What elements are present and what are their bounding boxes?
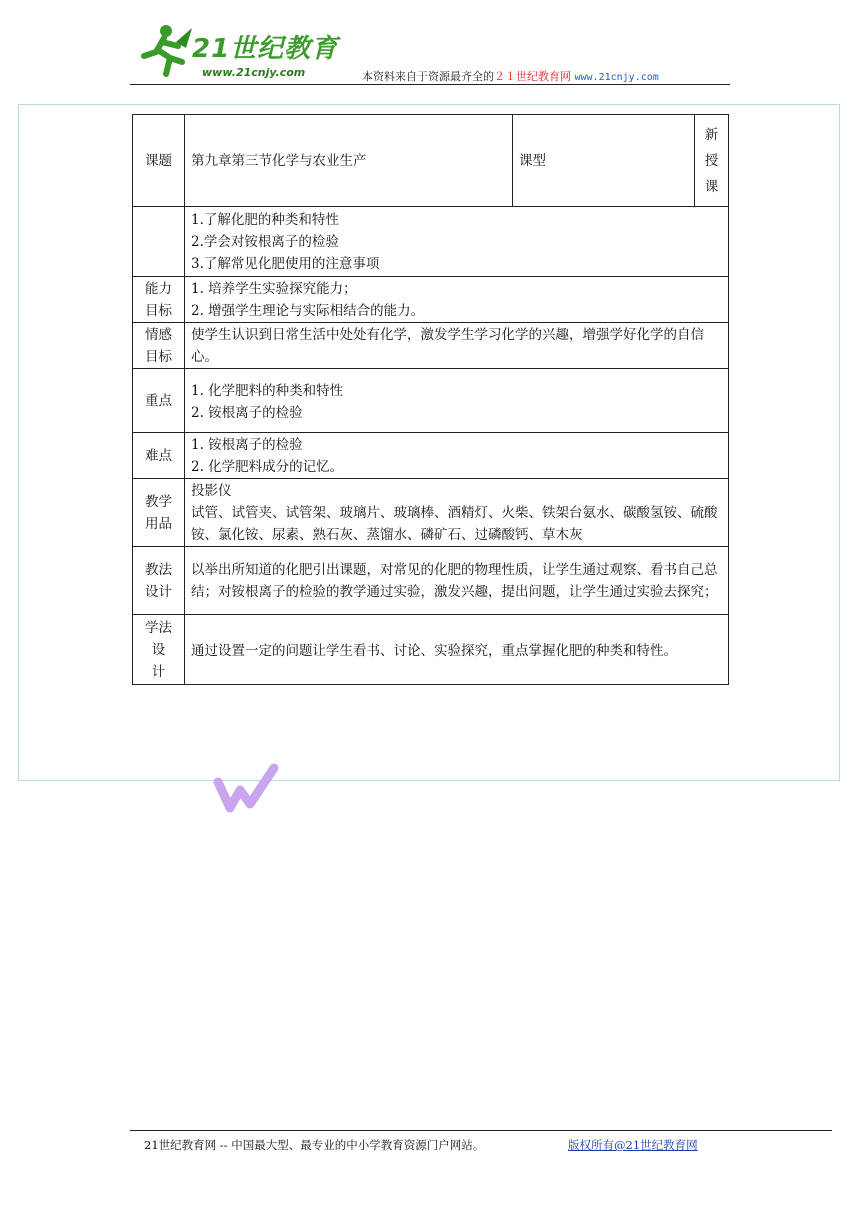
label-line: 用品 bbox=[145, 515, 172, 532]
label-line: 设 bbox=[151, 641, 166, 658]
label-line: 教法 bbox=[145, 561, 172, 578]
cell-materials-label bbox=[133, 479, 185, 547]
list-item: 2.学会对铵根离子的检验 bbox=[191, 233, 339, 250]
cell-type-value bbox=[695, 115, 729, 207]
page-header bbox=[130, 18, 730, 85]
cell-difficulties-label: 难点 bbox=[133, 433, 185, 479]
label-line: 能力 bbox=[145, 280, 172, 297]
table-row-knowledge bbox=[133, 207, 729, 277]
list-item: 2. 化学肥料成分的记忆。 bbox=[191, 458, 344, 475]
header-note-url[interactable]: www.21cnjy.com bbox=[574, 72, 659, 83]
site-logo bbox=[136, 22, 366, 82]
logo-url: www.21cnjy.com bbox=[202, 66, 306, 79]
list-item: 试管、试管夹、试管架、玻璃片、玻璃棒、酒精灯、火柴、铁架台氨水、碳酸氢铵、硫酸铵、氯化铵、尿素、熟石灰、蒸馏水、磷矿石、过磷酸钙、草木灰 bbox=[191, 504, 718, 543]
cell-key-points-label: 重点 bbox=[133, 369, 185, 433]
label-line: 目标 bbox=[145, 302, 172, 319]
list-item: 1. 铵根离子的检验 bbox=[191, 436, 303, 453]
table-row-learning-method bbox=[133, 615, 729, 685]
cell-key-points-content bbox=[185, 369, 729, 433]
cell-learning-method-content: 通过设置一定的问题让学生看书、讨论、实验探究，重点掌握化肥的种类和特性。 bbox=[185, 615, 729, 685]
cell-knowledge-label bbox=[133, 207, 185, 277]
label-line: 设计 bbox=[145, 583, 172, 600]
cell-knowledge-goals bbox=[185, 207, 729, 277]
label-line: 情感 bbox=[145, 326, 172, 343]
list-item: 3.了解常见化肥使用的注意事项 bbox=[191, 255, 380, 272]
type-char: 新 bbox=[704, 126, 719, 143]
page-footer bbox=[130, 1130, 832, 1153]
type-char: 课 bbox=[704, 178, 719, 195]
table-row-key-points bbox=[133, 369, 729, 433]
logo-text: 21世纪教育 bbox=[192, 34, 339, 64]
table-row-ability bbox=[133, 277, 729, 323]
footer-copyright-link[interactable]: 版权所有@21世纪教育网 bbox=[568, 1138, 698, 1152]
watermark bbox=[210, 760, 290, 820]
list-item: 投影仪 bbox=[191, 482, 232, 499]
table-row-materials bbox=[133, 479, 729, 547]
table-row-teaching-method bbox=[133, 547, 729, 615]
footer-text: 21世纪教育网 -- 中国最大型、最专业的中小学教育资源门户网站。 bbox=[144, 1138, 485, 1152]
lesson-plan-table bbox=[132, 114, 729, 685]
cell-difficulties-content bbox=[185, 433, 729, 479]
cell-title-value: 第九章第三节化学与农业生产 bbox=[185, 115, 513, 207]
list-item: 2. 增强学生理论与实际相结合的能力。 bbox=[191, 302, 425, 319]
cell-materials-content bbox=[185, 479, 729, 547]
header-note bbox=[362, 68, 659, 84]
running-figure-icon bbox=[136, 22, 196, 82]
list-item: 2. 铵根离子的检验 bbox=[191, 404, 303, 421]
cell-emotion-content: 使学生认识到日常生活中处处有化学，激发学生学习化学的兴趣，增强学好化学的自信心。 bbox=[185, 323, 729, 369]
cell-ability-label bbox=[133, 277, 185, 323]
cell-teaching-method-content: 以举出所知道的化肥引出课题，对常见的化肥的物理性质，让学生通过观察、看书自己总结；对铵根离子的检验的教学通过实验，激发兴趣，提出问题，让学生通过实验去探究； bbox=[185, 547, 729, 615]
table-row-title bbox=[133, 115, 729, 207]
list-item: 1. 化学肥料的种类和特性 bbox=[191, 382, 344, 399]
header-note-brand: ２１世纪教育网 bbox=[494, 70, 571, 83]
label-line: 计 bbox=[151, 663, 166, 680]
label-line: 学法 bbox=[145, 619, 172, 636]
list-item: 1.了解化肥的种类和特性 bbox=[191, 211, 339, 228]
cell-type-label: 课型 bbox=[513, 115, 695, 207]
header-note-text: 本资料来自于资源最齐全的 bbox=[362, 70, 494, 83]
cell-emotion-label bbox=[133, 323, 185, 369]
label-line: 教学 bbox=[145, 493, 172, 510]
list-item: 1. 培养学生实验探究能力； bbox=[191, 280, 357, 297]
cell-title-label: 课题 bbox=[133, 115, 185, 207]
cell-teaching-method-label bbox=[133, 547, 185, 615]
type-char: 授 bbox=[704, 152, 719, 169]
table-row-difficulties bbox=[133, 433, 729, 479]
table-row-emotion bbox=[133, 323, 729, 369]
label-line: 目标 bbox=[145, 348, 172, 365]
cell-learning-method-label bbox=[133, 615, 185, 685]
cell-ability-content bbox=[185, 277, 729, 323]
